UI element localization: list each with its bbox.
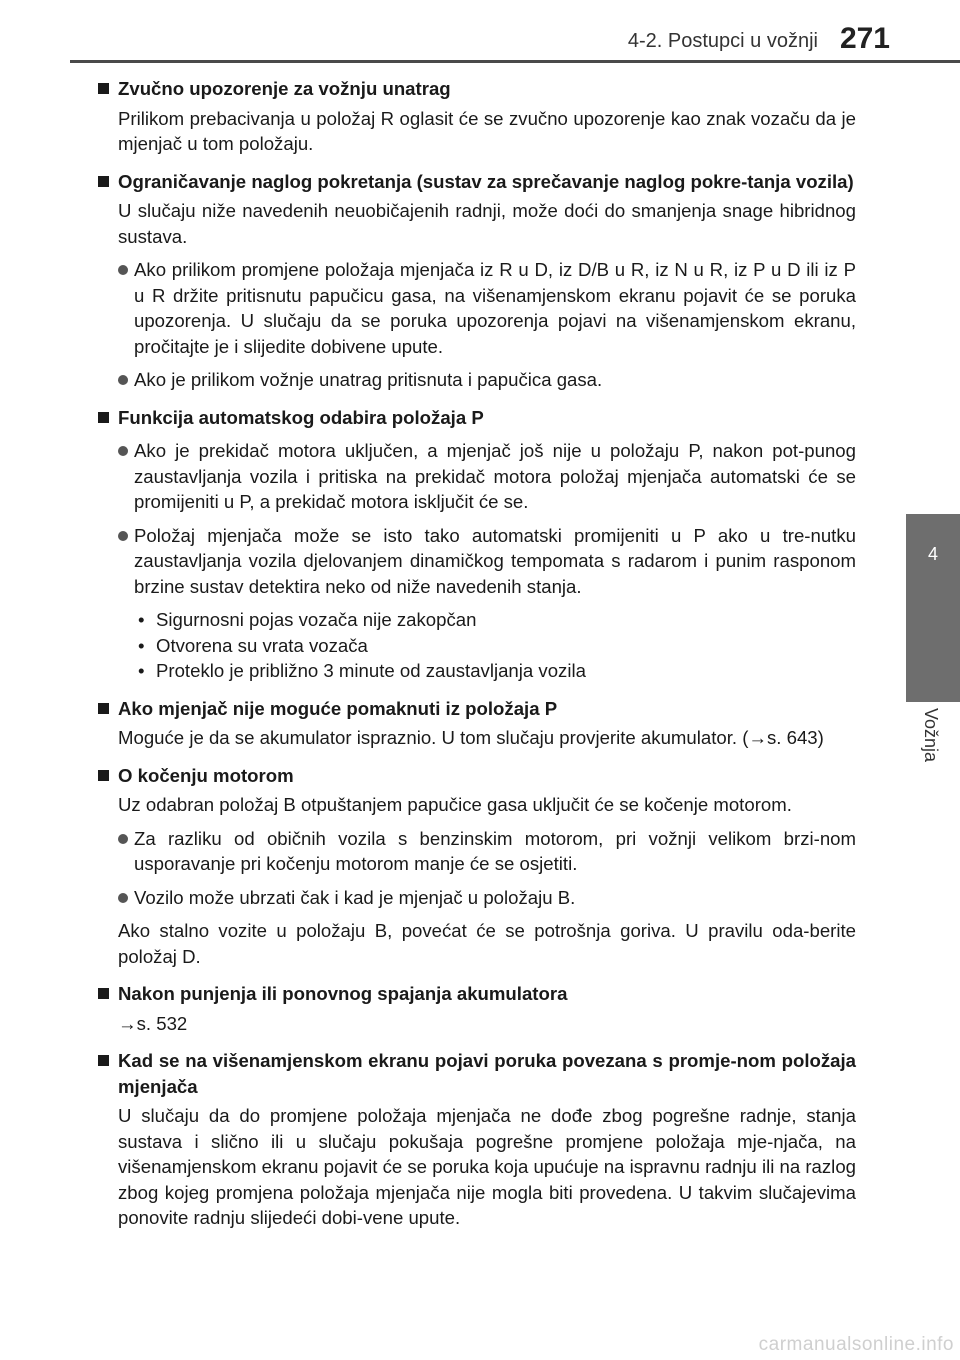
square-bullet-icon xyxy=(98,176,109,187)
sub-list-item: • Proteklo je približno 3 minute od zaustavljanja vozila xyxy=(138,660,586,681)
chapter-label xyxy=(906,708,960,828)
round-bullet-icon xyxy=(118,531,128,541)
list-item: Ako prilikom promjene položaja mjenjača iz R u D, iz D/B u R, iz N u R, iz P u D ili iz P u R držite pritisnutu papučicu gasa, na višenamjenskom ekranu pojavit će se poruka upozorenja. U slučaju da se poruka upozorenja pojavi na višenamjenskom ekranu, pročitajte je i slijedite dobivene upute. xyxy=(96,257,856,359)
section-body: Uz odabran položaj B otpuštanjem papučice gasa uključit će se kočenje motorom. xyxy=(118,794,792,815)
section-reverse-warning xyxy=(96,76,856,157)
chapter-tab xyxy=(906,514,960,702)
section-body: Prilikom prebacivanja u položaj R oglasit će se zvučno upozorenje kao znak vozaču da je mjenjač u tom položaju. xyxy=(118,107,856,154)
section-body: Moguće je da se akumulator ispraznio. U tom slučaju provjerite akumulator. (→s. 643) xyxy=(118,727,824,748)
page-content xyxy=(96,76,856,1243)
page-header xyxy=(0,0,960,62)
section-note: Ako stalno vozite u položaju B, povećat će se potrošnja goriva. U pravilu oda-berite položaj D. xyxy=(118,920,856,967)
list-item: Ako je prekidač motora uključen, a mjenjač još nije u položaju P, nakon pot-punog zaustavljanja vozila i pritiska na prekidač motora položaj mjenjača automatski će se promijeniti u P, a prekidač motora isključit će se. xyxy=(96,438,856,515)
square-bullet-icon xyxy=(98,412,109,423)
square-bullet-icon xyxy=(98,770,109,781)
list-item: Ako je prilikom vožnje unatrag pritisnuta i papučica gasa. xyxy=(96,367,856,393)
section-auto-p xyxy=(96,405,856,684)
section-body: U slučaju da do promjene položaja mjenjača ne dođe zbog pogrešne radnje, stanja sustava i slično ili u slučaju pokušaja pogrešne promjene položaja mje-njača, na višenamjenskom ekranu pojavit će se poruka koja upućuje na ispravnu radnju ili na razlog zbog kojeg promjena položaja mjenjača nije mogla biti provedena. U takvim slučajevima ponovite radnju slijedeći dobi-vene upute. xyxy=(118,1105,856,1228)
square-bullet-icon xyxy=(98,83,109,94)
list-item: Za razliku od običnih vozila s benzinskim motorom, pri vožnji velikom brzi-nom usporavanje pri kočenju motorom manje će se osjetiti. xyxy=(96,826,856,877)
section-battery-reconnect xyxy=(96,981,856,1036)
section-heading: Nakon punjenja ili ponovnog spajanja akumulatora xyxy=(96,981,856,1007)
section-body: U slučaju niže navedenih neuobičajenih radnji, može doći do smanjenja snage hibridnog sustava. xyxy=(118,200,856,247)
round-bullet-icon xyxy=(118,446,128,456)
section-heading: Funkcija automatskog odabira položaja P xyxy=(96,405,856,431)
page-reference: →s. 532 xyxy=(118,1012,188,1034)
round-bullet-icon xyxy=(118,834,128,844)
section-shift-from-p xyxy=(96,696,856,751)
section-heading: O kočenju motorom xyxy=(96,763,856,789)
round-bullet-icon xyxy=(118,375,128,385)
sub-list-item: • Otvorena su vrata vozača xyxy=(138,634,368,656)
square-bullet-icon xyxy=(98,1055,109,1066)
round-bullet-icon xyxy=(118,893,128,903)
square-bullet-icon xyxy=(98,988,109,999)
page-number: 271 xyxy=(839,22,890,55)
section-shift-message xyxy=(96,1048,856,1231)
section-heading: Kad se na višenamjenskom ekranu pojavi poruka povezana s promje-nom položaja mjenjača xyxy=(96,1048,856,1099)
chapter-number: 4 xyxy=(927,544,938,564)
round-bullet-icon xyxy=(118,265,128,275)
section-title: 4-2. Postupci u vožnji xyxy=(627,30,818,52)
watermark: carmanualsonline.info xyxy=(758,1334,954,1355)
section-heading: Ograničavanje naglog pokretanja (sustav za sprečavanje naglog pokre-tanja vozila) xyxy=(96,169,856,195)
sub-list-item: • Sigurnosni pojas vozača nije zakopčan xyxy=(138,609,477,630)
list-item: Položaj mjenjača može se isto tako automatski promijeniti u P ako u tre-nutku zaustavljanja vozila djelovanjem dinamičkog tempomata s radarom i punim rasponom brzine sustav detektira neko od niže navedenih stanja. xyxy=(96,523,856,600)
square-bullet-icon xyxy=(98,703,109,714)
chapter-label-text: Vožnja xyxy=(921,708,941,763)
section-engine-braking xyxy=(96,763,856,970)
section-heading: Zvučno upozorenje za vožnju unatrag xyxy=(96,76,856,102)
section-drive-start-control xyxy=(96,169,856,393)
section-heading: Ako mjenjač nije moguće pomaknuti iz položaja P xyxy=(96,696,856,722)
sub-list xyxy=(96,607,856,684)
list-item: Vozilo može ubrzati čak i kad je mjenjač u položaju B. xyxy=(96,885,856,911)
header-rule xyxy=(70,60,960,63)
